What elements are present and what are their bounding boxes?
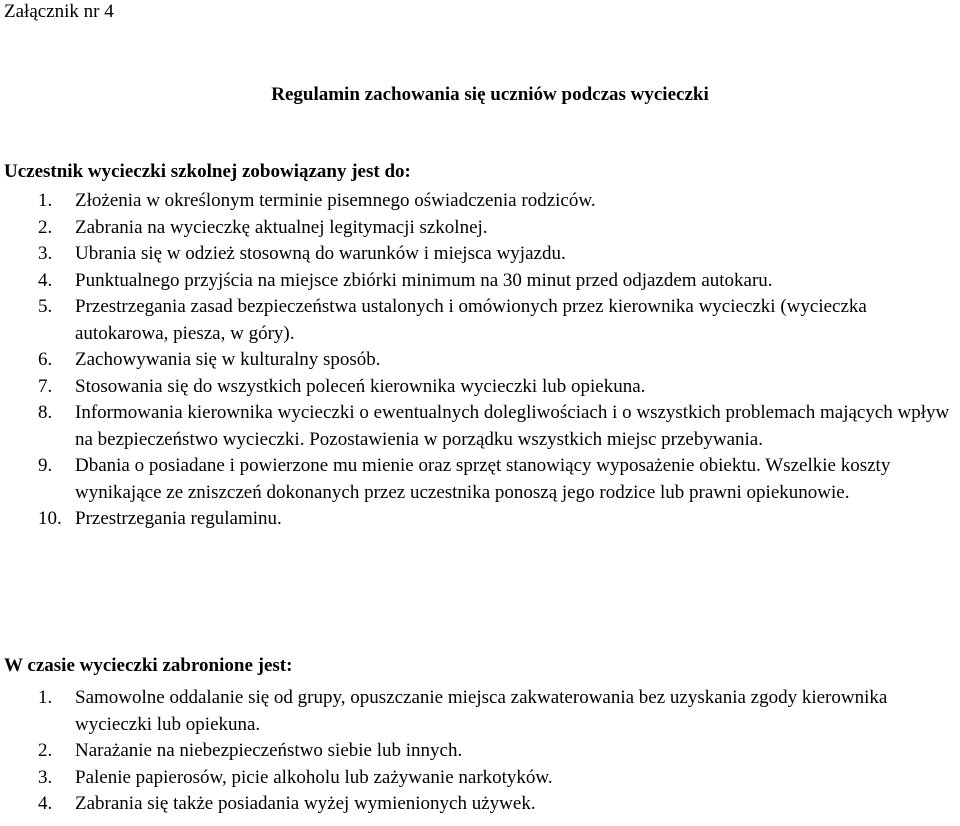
item-number: 4. [38,269,53,291]
item-text: Palenie papierosów, picie alkoholu lub zażywanie narkotyków. [75,766,553,788]
list-item [0,453,960,506]
list-item [0,765,960,792]
list-item [0,791,960,818]
list-item [0,188,960,215]
item-text: Dbania o posiadane i powierzone mu mienie oraz sprzęt stanowiący wyposażenie obiektu. Wszelkie koszty wynikające ze zniszczeń dokonanych przez uczestnika ponoszą jego rodzice lub prawni opiekunowie. [75,455,891,503]
list-item [0,347,960,374]
item-number: 2. [38,740,53,761]
document-title: Regulamin zachowania się uczniów podczas wycieczki [271,84,709,105]
obligations-list [0,188,960,533]
item-number: 8. [38,402,53,423]
item-text: Zachowywania się w kulturalny sposób. [75,349,381,370]
list-item [0,294,960,347]
item-number: 5. [38,296,53,317]
item-number: 1. [38,190,53,211]
item-text: Ubrania się w odzież stosowną do warunków i miejsca wyjazdu. [75,243,566,264]
item-number: 9. [38,455,53,476]
item-text: Przestrzegania zasad bezpieczeństwa ustalonych i omówionych przez kierownika wycieczki (wycieczka autokarowa, piesza, w góry). [75,296,867,344]
item-number: 6. [38,349,53,370]
item-text: Przestrzegania regulaminu. [75,508,282,529]
item-number: 7. [38,375,53,397]
section-heading-obligations: Uczestnik wycieczki szkolnej zobowiązany jest do: [4,161,411,182]
item-number: 4. [38,793,53,814]
item-number: 1. [38,687,53,708]
list-item [0,215,960,242]
item-text: Stosowania się do wszystkich poleceń kierownika wycieczki lub opiekuna. [75,375,646,397]
annex-label: Załącznik nr 4 [4,1,114,22]
list-item [0,506,960,533]
item-number: 10. [38,508,62,529]
item-number: 3. [38,243,53,264]
list-item [0,685,960,738]
section-heading-prohibitions: W czasie wycieczki zabronione jest: [4,655,293,676]
item-text: Samowolne oddalanie się od grupy, opuszczanie miejsca zakwaterowania bez uzyskania zgody kierownika wycieczki lub opiekuna. [75,687,888,735]
list-item [0,400,960,453]
list-item [0,738,960,765]
item-number: 2. [38,216,53,238]
list-item [0,241,960,268]
item-text: Złożenia w określonym terminie pisemnego oświadczenia rodziców. [75,190,596,211]
item-text: Zabrania na wycieczkę aktualnej legitymacji szkolnej. [75,216,488,238]
item-text: Informowania kierownika wycieczki o ewentualnych dolegliwościach i o wszystkich problemach mających wpływ na bezpieczeństwo wycieczki. Pozostawienia w porządku wszystkich miejsc przebywania. [75,402,950,450]
list-item [0,374,960,401]
item-number: 3. [38,766,53,788]
item-text: Punktualnego przyjścia na miejsce zbiórki minimum na 30 minut przed odjazdem autokaru. [75,269,773,291]
item-text: Narażanie na niebezpieczeństwo siebie lub innych. [75,740,463,761]
prohibitions-list [0,685,960,818]
item-text: Zabrania się także posiadania wyżej wymienionych używek. [75,793,536,814]
list-item [0,268,960,295]
